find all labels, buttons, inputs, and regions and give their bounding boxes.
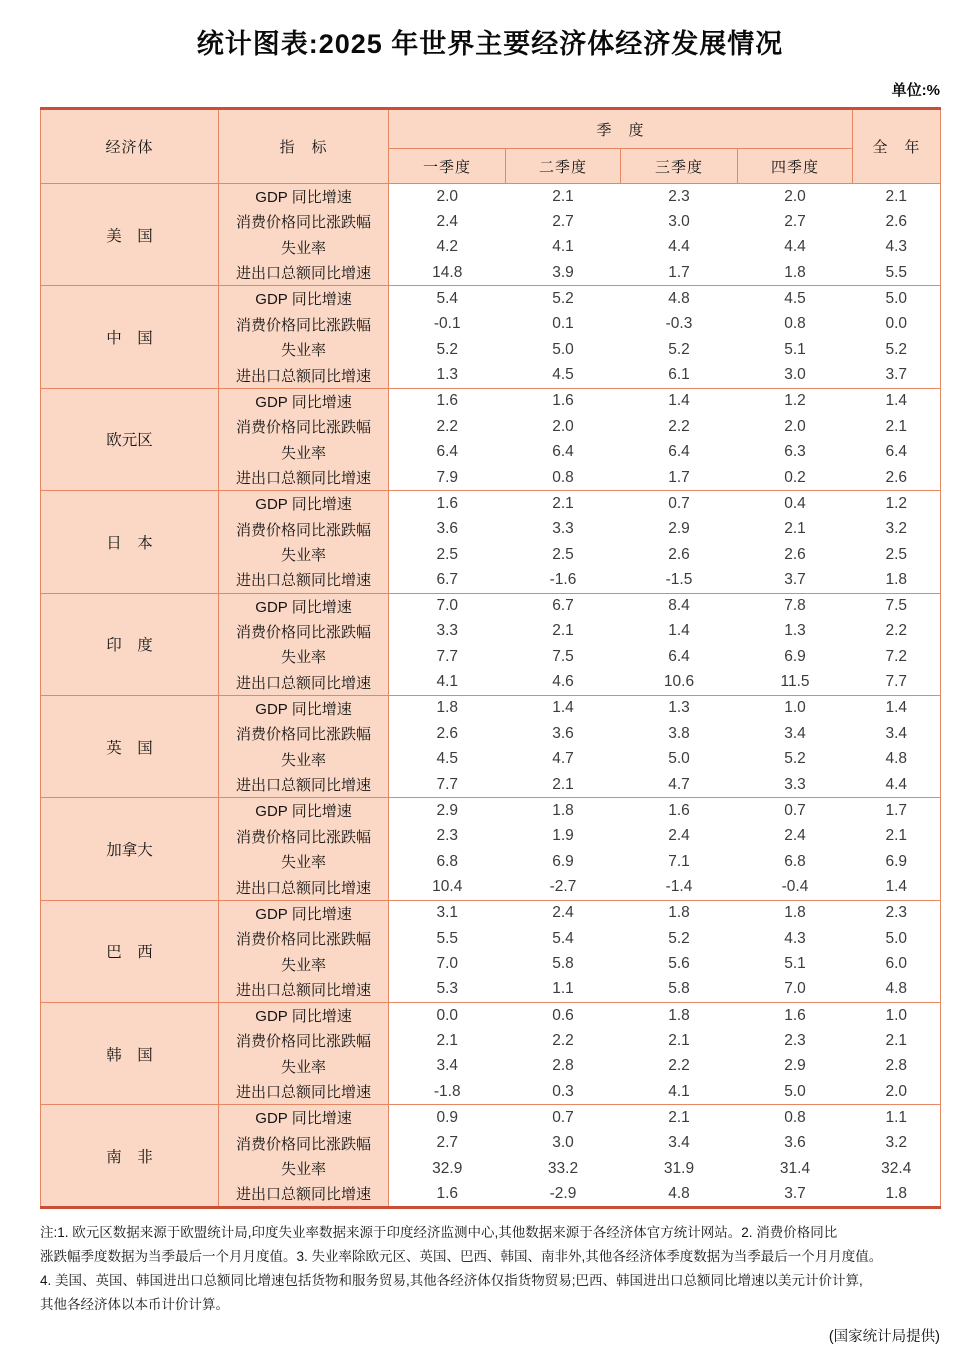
- full-year-value: 2.1: [853, 823, 941, 849]
- quarter-value: 1.3: [389, 363, 506, 389]
- indicator-label: 消费价格同比涨跌幅: [219, 823, 389, 849]
- quarter-value: -0.1: [389, 311, 506, 337]
- quarter-value: 0.7: [738, 798, 853, 824]
- indicator-label: 消费价格同比涨跌幅: [219, 1028, 389, 1054]
- quarter-value: 3.4: [621, 1130, 738, 1156]
- quarter-value: 2.1: [389, 1028, 506, 1054]
- header-quarter-2: 二季度: [506, 149, 621, 184]
- quarter-value: 1.7: [621, 260, 738, 286]
- quarter-value: 1.6: [621, 798, 738, 824]
- quarter-value: 1.9: [506, 823, 621, 849]
- quarter-value: 2.4: [506, 900, 621, 926]
- table-row: [41, 184, 941, 210]
- quarter-value: 2.0: [738, 184, 853, 210]
- indicator-label: 消费价格同比涨跌幅: [219, 311, 389, 337]
- table-body: [41, 184, 941, 1208]
- quarter-value: 10.6: [621, 670, 738, 696]
- quarter-value: 6.9: [506, 849, 621, 875]
- quarter-value: 2.4: [389, 209, 506, 235]
- quarter-value: 6.7: [389, 567, 506, 593]
- full-year-value: 5.0: [853, 286, 941, 312]
- quarter-value: 2.9: [738, 1054, 853, 1080]
- full-year-value: 1.1: [853, 1105, 941, 1131]
- quarter-value: 7.0: [389, 951, 506, 977]
- full-year-value: 5.0: [853, 926, 941, 952]
- full-year-value: 5.2: [853, 337, 941, 363]
- quarter-value: 5.1: [738, 337, 853, 363]
- page-title: 统计图表:2025 年世界主要经济体经济发展情况: [196, 29, 784, 59]
- quarter-value: 2.4: [621, 823, 738, 849]
- economy-name: 日 本: [41, 491, 219, 593]
- quarter-value: 5.0: [738, 1079, 853, 1105]
- quarter-value: 1.6: [389, 491, 506, 517]
- quarter-value: 2.9: [389, 798, 506, 824]
- economy-name: 南 非: [41, 1105, 219, 1207]
- quarter-value: 7.1: [621, 849, 738, 875]
- quarter-value: 5.6: [621, 951, 738, 977]
- quarter-value: 4.5: [738, 286, 853, 312]
- quarter-value: 2.0: [738, 414, 853, 440]
- quarter-value: 0.6: [506, 1003, 621, 1029]
- full-year-value: 32.4: [853, 1156, 941, 1182]
- indicator-label: GDP 同比增速: [219, 900, 389, 926]
- quarter-value: 2.5: [506, 542, 621, 568]
- full-year-value: 2.3: [853, 900, 941, 926]
- quarter-value: 2.9: [621, 516, 738, 542]
- quarter-value: -0.4: [738, 875, 853, 901]
- quarter-value: 1.3: [738, 619, 853, 645]
- quarter-value: 1.8: [389, 695, 506, 721]
- full-year-value: 3.2: [853, 516, 941, 542]
- statistics-table: [40, 107, 941, 1209]
- quarter-value: 2.1: [506, 184, 621, 210]
- quarter-value: 4.4: [621, 235, 738, 261]
- quarter-value: 2.3: [738, 1028, 853, 1054]
- indicator-label: 进出口总额同比增速: [219, 1182, 389, 1208]
- indicator-label: 进出口总额同比增速: [219, 363, 389, 389]
- quarter-value: 2.1: [506, 772, 621, 798]
- quarter-value: 0.7: [506, 1105, 621, 1131]
- full-year-value: 1.0: [853, 1003, 941, 1029]
- quarter-value: 32.9: [389, 1156, 506, 1182]
- quarter-value: 0.8: [738, 311, 853, 337]
- indicator-label: 失业率: [219, 235, 389, 261]
- quarter-value: -1.6: [506, 567, 621, 593]
- quarter-value: 2.1: [506, 619, 621, 645]
- quarter-value: 1.6: [506, 388, 621, 414]
- quarter-value: 7.0: [738, 977, 853, 1003]
- quarter-value: 3.4: [738, 721, 853, 747]
- quarter-value: 3.4: [389, 1054, 506, 1080]
- footnotes: [40, 1221, 940, 1317]
- quarter-value: 0.4: [738, 491, 853, 517]
- quarter-value: 5.2: [389, 337, 506, 363]
- indicator-label: GDP 同比增速: [219, 184, 389, 210]
- quarter-value: 3.7: [738, 1182, 853, 1208]
- quarter-value: 5.2: [738, 747, 853, 773]
- quarter-value: 3.3: [506, 516, 621, 542]
- quarter-value: 5.2: [621, 926, 738, 952]
- quarter-value: 6.4: [621, 644, 738, 670]
- quarter-value: 1.6: [389, 1182, 506, 1208]
- full-year-value: 2.8: [853, 1054, 941, 1080]
- full-year-value: 1.8: [853, 1182, 941, 1208]
- quarter-value: 1.4: [506, 695, 621, 721]
- quarter-value: 33.2: [506, 1156, 621, 1182]
- full-year-value: 2.1: [853, 1028, 941, 1054]
- indicator-label: GDP 同比增速: [219, 491, 389, 517]
- quarter-value: 1.8: [506, 798, 621, 824]
- quarter-value: 5.3: [389, 977, 506, 1003]
- quarter-value: 4.5: [389, 747, 506, 773]
- quarter-value: 0.1: [506, 311, 621, 337]
- indicator-label: 消费价格同比涨跌幅: [219, 1130, 389, 1156]
- indicator-label: 失业率: [219, 439, 389, 465]
- quarter-value: -2.7: [506, 875, 621, 901]
- economy-name: 加拿大: [41, 798, 219, 900]
- quarter-value: 4.7: [621, 772, 738, 798]
- quarter-value: 3.3: [389, 619, 506, 645]
- header-quarter-group: 季 度: [389, 109, 853, 149]
- indicator-label: 消费价格同比涨跌幅: [219, 619, 389, 645]
- full-year-value: 0.0: [853, 311, 941, 337]
- quarter-value: 6.4: [621, 439, 738, 465]
- full-year-value: 1.4: [853, 695, 941, 721]
- quarter-value: 2.7: [738, 209, 853, 235]
- indicator-label: 失业率: [219, 1156, 389, 1182]
- quarter-value: 2.1: [621, 1028, 738, 1054]
- quarter-value: 4.7: [506, 747, 621, 773]
- quarter-value: 7.9: [389, 465, 506, 491]
- indicator-label: 进出口总额同比增速: [219, 670, 389, 696]
- quarter-value: 7.8: [738, 593, 853, 619]
- quarter-value: 2.6: [621, 542, 738, 568]
- quarter-value: 2.6: [389, 721, 506, 747]
- header-quarter-3: 三季度: [621, 149, 738, 184]
- quarter-value: 7.7: [389, 772, 506, 798]
- indicator-label: GDP 同比增速: [219, 593, 389, 619]
- quarter-value: 6.3: [738, 439, 853, 465]
- quarter-value: 5.2: [621, 337, 738, 363]
- quarter-value: 4.1: [506, 235, 621, 261]
- quarter-value: 1.8: [621, 1003, 738, 1029]
- quarter-value: 2.7: [389, 1130, 506, 1156]
- quarter-value: 1.8: [621, 900, 738, 926]
- economy-name: 英 国: [41, 695, 219, 797]
- full-year-value: 7.5: [853, 593, 941, 619]
- quarter-value: 2.2: [621, 1054, 738, 1080]
- quarter-value: 2.3: [389, 823, 506, 849]
- quarter-value: 2.2: [506, 1028, 621, 1054]
- indicator-label: 失业率: [219, 337, 389, 363]
- full-year-value: 5.5: [853, 260, 941, 286]
- quarter-value: -0.3: [621, 311, 738, 337]
- quarter-value: 4.3: [738, 926, 853, 952]
- quarter-value: 2.5: [389, 542, 506, 568]
- full-year-value: 2.6: [853, 465, 941, 491]
- quarter-value: -1.4: [621, 875, 738, 901]
- quarter-value: 3.6: [738, 1130, 853, 1156]
- quarter-value: 5.8: [621, 977, 738, 1003]
- quarter-value: 1.7: [621, 465, 738, 491]
- unit-label: 单位:%: [891, 82, 940, 99]
- full-year-value: 6.4: [853, 439, 941, 465]
- indicator-label: GDP 同比增速: [219, 695, 389, 721]
- quarter-value: 0.7: [621, 491, 738, 517]
- indicator-label: 失业率: [219, 644, 389, 670]
- quarter-value: 5.0: [621, 747, 738, 773]
- full-year-value: 1.7: [853, 798, 941, 824]
- quarter-value: 1.6: [389, 388, 506, 414]
- footnote-line-3: 4. 美国、英国、韩国进出口总额同比增速包括货物和服务贸易,其他各经济体仅指货物贸易;巴西、韩国进出口总额同比增速以美元计价计算,: [40, 1272, 863, 1288]
- indicator-label: 消费价格同比涨跌幅: [219, 209, 389, 235]
- quarter-value: 6.8: [389, 849, 506, 875]
- quarter-value: 1.4: [621, 619, 738, 645]
- quarter-value: 4.8: [621, 1182, 738, 1208]
- quarter-value: 7.7: [389, 644, 506, 670]
- quarter-value: 6.7: [506, 593, 621, 619]
- table-row: [41, 388, 941, 414]
- quarter-value: -1.8: [389, 1079, 506, 1105]
- quarter-value: 4.2: [389, 235, 506, 261]
- quarter-value: 0.2: [738, 465, 853, 491]
- full-year-value: 3.2: [853, 1130, 941, 1156]
- indicator-label: 进出口总额同比增速: [219, 772, 389, 798]
- economy-name: 巴 西: [41, 900, 219, 1002]
- footnote-line-2: 涨跌幅季度数据为当季最后一个月月度值。3. 失业率除欧元区、英国、巴西、韩国、南非外,其他各经济体季度数据为当季最后一个月月度值。: [40, 1248, 883, 1264]
- quarter-value: 1.2: [738, 388, 853, 414]
- quarter-value: 1.8: [738, 260, 853, 286]
- quarter-value: 4.8: [621, 286, 738, 312]
- quarter-value: 5.4: [389, 286, 506, 312]
- full-year-value: 7.7: [853, 670, 941, 696]
- quarter-value: 6.8: [738, 849, 853, 875]
- quarter-value: -2.9: [506, 1182, 621, 1208]
- full-year-value: 4.8: [853, 977, 941, 1003]
- quarter-value: 6.1: [621, 363, 738, 389]
- quarter-value: 6.9: [738, 644, 853, 670]
- full-year-value: 4.3: [853, 235, 941, 261]
- economy-name: 欧元区: [41, 388, 219, 490]
- quarter-value: 2.0: [506, 414, 621, 440]
- indicator-label: 进出口总额同比增速: [219, 875, 389, 901]
- quarter-value: 1.4: [621, 388, 738, 414]
- source-attribution: (国家统计局提供): [828, 1328, 940, 1345]
- full-year-value: 2.1: [853, 184, 941, 210]
- quarter-value: 5.0: [506, 337, 621, 363]
- full-year-value: 7.2: [853, 644, 941, 670]
- quarter-value: 5.2: [506, 286, 621, 312]
- indicator-label: 失业率: [219, 542, 389, 568]
- table-row: [41, 695, 941, 721]
- quarter-value: 5.8: [506, 951, 621, 977]
- quarter-value: 0.9: [389, 1105, 506, 1131]
- quarter-value: 0.8: [738, 1105, 853, 1131]
- header-quarter-4: 四季度: [738, 149, 853, 184]
- quarter-value: 3.0: [506, 1130, 621, 1156]
- full-year-value: 2.1: [853, 414, 941, 440]
- quarter-value: 2.2: [621, 414, 738, 440]
- header-full-year: 全 年: [853, 109, 941, 184]
- quarter-value: 4.1: [389, 670, 506, 696]
- full-year-value: 2.2: [853, 619, 941, 645]
- quarter-value: 2.6: [738, 542, 853, 568]
- quarter-value: 31.9: [621, 1156, 738, 1182]
- table-row: [41, 1105, 941, 1131]
- quarter-value: 1.1: [506, 977, 621, 1003]
- quarter-value: 6.4: [389, 439, 506, 465]
- quarter-value: 31.4: [738, 1156, 853, 1182]
- table-row: [41, 491, 941, 517]
- quarter-value: 2.0: [389, 184, 506, 210]
- quarter-value: 2.3: [621, 184, 738, 210]
- table-row: [41, 900, 941, 926]
- full-year-value: 2.6: [853, 209, 941, 235]
- quarter-value: 4.1: [621, 1079, 738, 1105]
- full-year-value: 3.4: [853, 721, 941, 747]
- quarter-value: 3.3: [738, 772, 853, 798]
- indicator-label: 消费价格同比涨跌幅: [219, 414, 389, 440]
- quarter-value: 0.3: [506, 1079, 621, 1105]
- quarter-value: 7.5: [506, 644, 621, 670]
- indicator-label: 失业率: [219, 747, 389, 773]
- quarter-value: 8.4: [621, 593, 738, 619]
- full-year-value: 4.8: [853, 747, 941, 773]
- indicator-label: 进出口总额同比增速: [219, 260, 389, 286]
- full-year-value: 6.9: [853, 849, 941, 875]
- table-row: [41, 1003, 941, 1029]
- quarter-value: 10.4: [389, 875, 506, 901]
- quarter-value: 3.7: [738, 567, 853, 593]
- quarter-value: 2.7: [506, 209, 621, 235]
- table-row: [41, 593, 941, 619]
- indicator-label: 消费价格同比涨跌幅: [219, 721, 389, 747]
- quarter-value: 14.8: [389, 260, 506, 286]
- quarter-value: 4.5: [506, 363, 621, 389]
- indicator-label: 消费价格同比涨跌幅: [219, 516, 389, 542]
- header-economy: 经济体: [41, 109, 219, 184]
- full-year-value: 1.2: [853, 491, 941, 517]
- full-year-value: 1.4: [853, 388, 941, 414]
- quarter-value: 3.6: [506, 721, 621, 747]
- indicator-label: GDP 同比增速: [219, 1105, 389, 1131]
- footnote-line-1: 注:1. 欧元区数据来源于欧盟统计局,印度失业率数据来源于印度经济监测中心,其他数据来源于各经济体官方统计网站。2. 消费价格同比: [40, 1224, 838, 1240]
- quarter-value: 7.0: [389, 593, 506, 619]
- quarter-value: -1.5: [621, 567, 738, 593]
- quarter-value: 2.1: [506, 491, 621, 517]
- footnote-line-4: 其他各经济体以本币计价计算。: [40, 1296, 229, 1312]
- quarter-value: 1.6: [738, 1003, 853, 1029]
- indicator-label: 消费价格同比涨跌幅: [219, 926, 389, 952]
- indicator-label: 进出口总额同比增速: [219, 977, 389, 1003]
- indicator-label: 进出口总额同比增速: [219, 1079, 389, 1105]
- quarter-value: 5.1: [738, 951, 853, 977]
- economy-name: 中 国: [41, 286, 219, 388]
- full-year-value: 1.4: [853, 875, 941, 901]
- quarter-value: 3.6: [389, 516, 506, 542]
- quarter-value: 11.5: [738, 670, 853, 696]
- quarter-value: 4.6: [506, 670, 621, 696]
- indicator-label: 失业率: [219, 951, 389, 977]
- quarter-value: 1.0: [738, 695, 853, 721]
- quarter-value: 2.1: [738, 516, 853, 542]
- quarter-value: 3.8: [621, 721, 738, 747]
- economy-name: 美 国: [41, 184, 219, 286]
- quarter-value: 1.3: [621, 695, 738, 721]
- table-row: [41, 798, 941, 824]
- quarter-value: 2.4: [738, 823, 853, 849]
- indicator-label: GDP 同比增速: [219, 1003, 389, 1029]
- header-indicator: 指 标: [219, 109, 389, 184]
- indicator-label: GDP 同比增速: [219, 388, 389, 414]
- full-year-value: 2.5: [853, 542, 941, 568]
- economy-name: 印 度: [41, 593, 219, 695]
- quarter-value: 5.4: [506, 926, 621, 952]
- indicator-label: 失业率: [219, 1054, 389, 1080]
- quarter-value: 3.9: [506, 260, 621, 286]
- full-year-value: 1.8: [853, 567, 941, 593]
- indicator-label: GDP 同比增速: [219, 286, 389, 312]
- indicator-label: 进出口总额同比增速: [219, 567, 389, 593]
- table-row: [41, 286, 941, 312]
- full-year-value: 3.7: [853, 363, 941, 389]
- quarter-value: 4.4: [738, 235, 853, 261]
- table-header: [41, 109, 941, 184]
- indicator-label: 进出口总额同比增速: [219, 465, 389, 491]
- quarter-value: 1.8: [738, 900, 853, 926]
- header-quarter-1: 一季度: [389, 149, 506, 184]
- full-year-value: 4.4: [853, 772, 941, 798]
- quarter-value: 3.0: [621, 209, 738, 235]
- quarter-value: 5.5: [389, 926, 506, 952]
- quarter-value: 2.8: [506, 1054, 621, 1080]
- quarter-value: 2.1: [621, 1105, 738, 1131]
- quarter-value: 2.2: [389, 414, 506, 440]
- economy-name: 韩 国: [41, 1003, 219, 1105]
- indicator-label: 失业率: [219, 849, 389, 875]
- indicator-label: GDP 同比增速: [219, 798, 389, 824]
- full-year-value: 6.0: [853, 951, 941, 977]
- quarter-value: 3.0: [738, 363, 853, 389]
- quarter-value: 6.4: [506, 439, 621, 465]
- quarter-value: 0.8: [506, 465, 621, 491]
- quarter-value: 3.1: [389, 900, 506, 926]
- quarter-value: 0.0: [389, 1003, 506, 1029]
- full-year-value: 2.0: [853, 1079, 941, 1105]
